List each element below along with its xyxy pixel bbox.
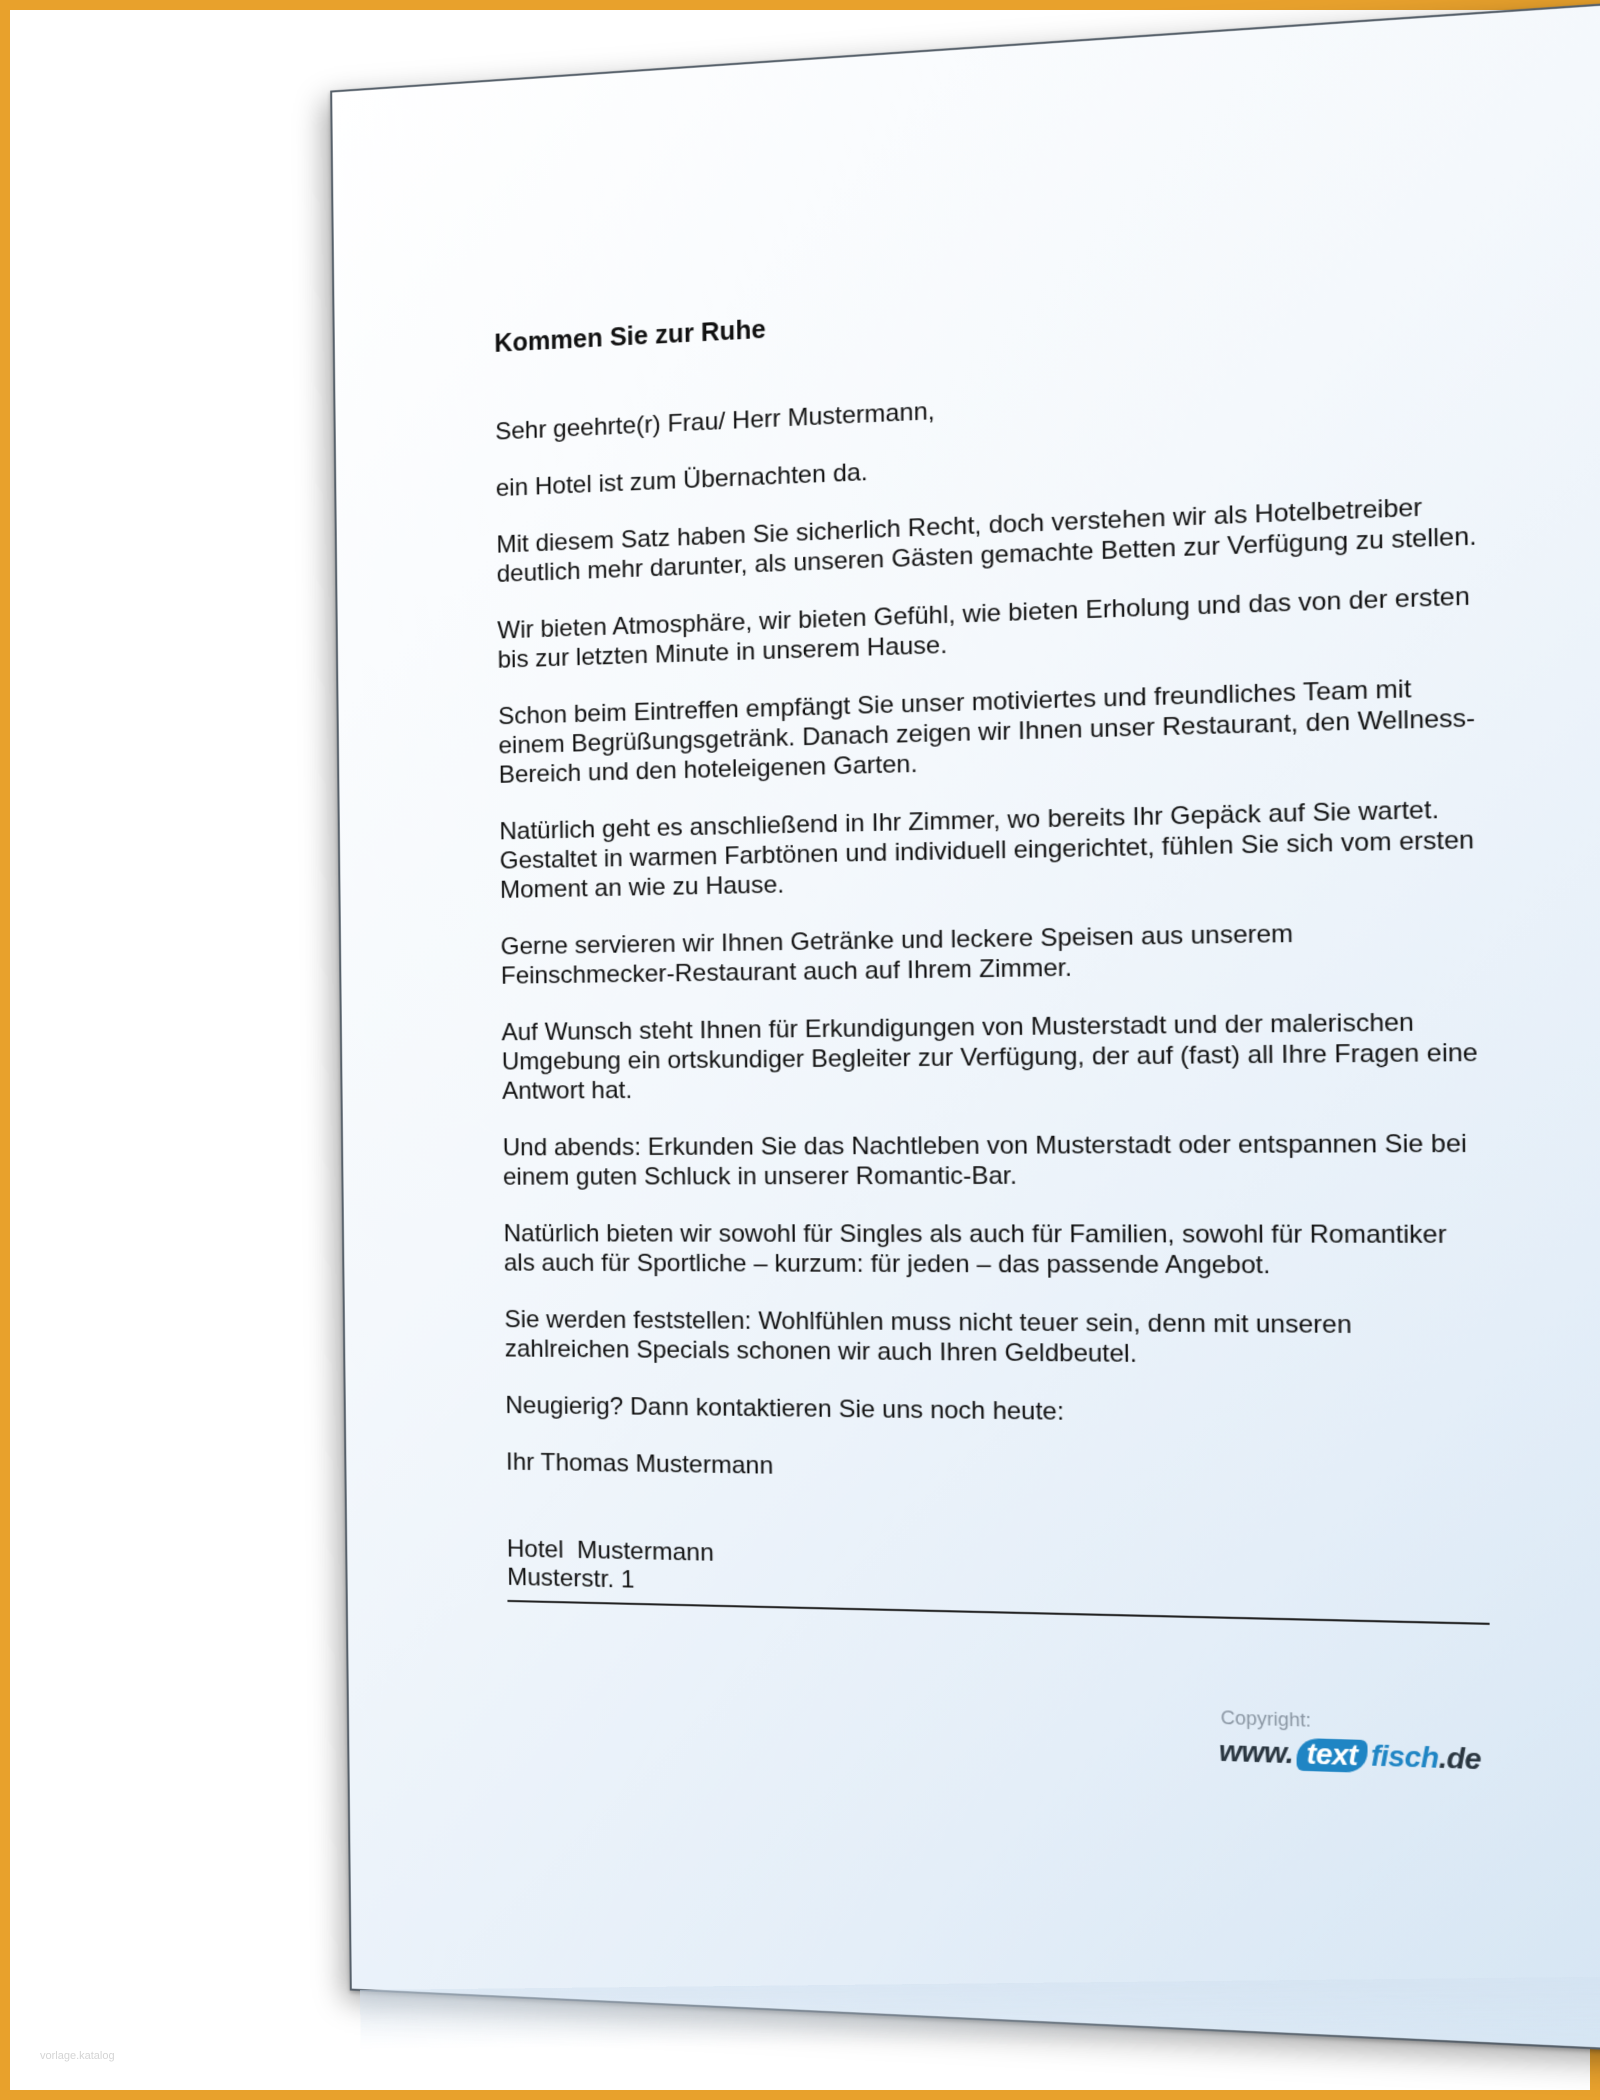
paragraph: Auf Wunsch steht Ihnen für Erkundigungen von Musterstadt und der malerischen Umgebung ein ortskundiger Begleiter zur Verfügung, der auf (fast) all Ihre Fragen eine Antwort hat. <box>501 1008 1479 1105</box>
page-reflection <box>360 1976 1600 2050</box>
paragraph: Natürlich geht es anschließend in Ihr Zimmer, wo bereits Ihr Gepäck auf Sie wartet. Gestaltet in warmen Farbtönen und individuell eingerichtet, fühlen Sie sich vom ersten Moment an wie zu Hause. <box>499 795 1475 904</box>
textfisch-logo <box>1219 1736 1482 1777</box>
copyright-label: Copyright: <box>1220 1707 1312 1731</box>
logo-tld: .de <box>1438 1742 1482 1776</box>
logo-suffix: fisch <box>1370 1740 1439 1775</box>
paragraph: Neugierig? Dann kontaktieren Sie uns noch heute: <box>505 1391 1065 1426</box>
address-line-2: Musterstr. 1 <box>507 1563 635 1594</box>
paragraph: Sie werden feststellen: Wohlfühlen muss nicht teuer sein, denn mit unseren zahlreichen Specials schonen wir auch Ihren Geldbeutel. <box>504 1305 1352 1369</box>
paragraph: Schon beim Eintreffen empfängt Sie unser motiviertes und freundliches Team mit einem Begrüßungsgetränk. Danach zeigen wir Ihnen unser Restaurant, den Wellness-Bereich und den hoteleigenen Garten. <box>498 674 1476 789</box>
signature: Ihr Thomas Mustermann <box>505 1448 774 1480</box>
paragraph: Und abends: Erkunden Sie das Nachtleben von Musterstadt oder entspannen Sie bei einem guten Schluck in unserer Romantic-Bar. <box>502 1129 1468 1191</box>
address-line-1: Hotel Mustermann <box>506 1535 714 1567</box>
watermark-text: vorlage.katalog <box>40 2050 115 2062</box>
document-page <box>330 2 1600 2052</box>
copyright-block <box>1218 1707 1481 1777</box>
paragraph: ein Hotel ist zum Übernachten da. <box>495 458 869 503</box>
logo-fish-badge: text <box>1296 1738 1367 1773</box>
paragraph: Mit diesem Satz haben Sie sicherlich Recht, doch verstehen wir als Hotelbetreiber deutlich mehr darunter, als unseren Gästen gemachte Betten zur Verfügung zu stellen. <box>496 493 1477 589</box>
paragraph: Natürlich bieten wir sowohl für Singles als auch für Familien, sowohl für Romantiker als auch für Sportliche – kurzum: für jeden – das passende Angebot. <box>503 1220 1447 1280</box>
salutation: Sehr geehrte(r) Frau/ Herr Mustermann, <box>495 397 935 446</box>
letter-body <box>494 276 1489 1625</box>
paragraph: Wir bieten Atmosphäre, wir bieten Gefühl, wie bieten Erholung und das von der ersten bis zur letzten Minute in unserem Hause. <box>497 582 1470 674</box>
logo-prefix: www. <box>1218 1735 1294 1770</box>
letter-title: Kommen Sie zur Ruhe <box>494 315 766 358</box>
paragraph: Gerne servieren wir Ihnen Getränke und leckere Speisen aus unserem Feinschmecker-Restaurant auch auf Ihrem Zimmer. <box>500 919 1294 990</box>
